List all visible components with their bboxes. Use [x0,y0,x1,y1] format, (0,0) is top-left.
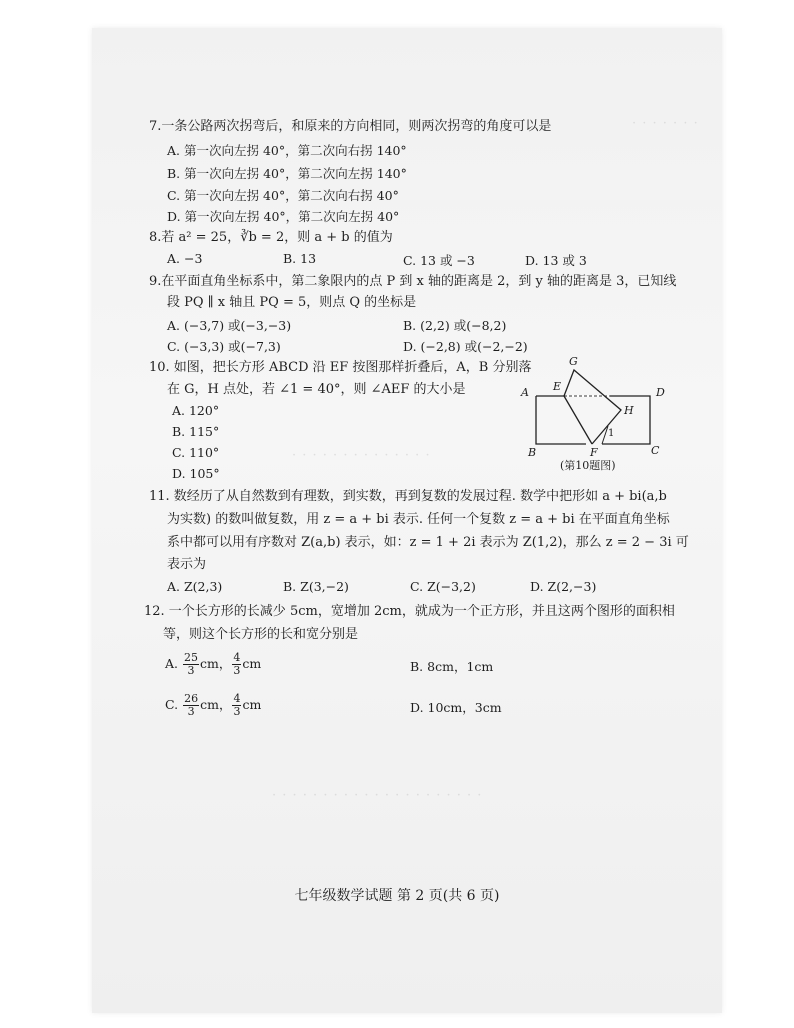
q7-option-d: D. 第一次向左拐 40°，第二次向左拐 40° [167,209,400,224]
q7-option-a: A. 第一次向左拐 40°，第二次向右拐 140° [167,143,407,158]
frac-denominator: 3 [233,664,241,677]
figure-label-c: C [651,444,660,457]
figure-label-d: D [656,386,665,399]
q11-stem-line2: 为实数) 的数叫做复数，用 z = a + bi 表示. 任何一个复数 z = a + bi 在平面直角坐标 [167,512,670,527]
frac-denominator: 3 [187,664,195,677]
figure-label-g: G [569,355,578,368]
q12-option-c-fraction-1 [183,693,199,718]
q9-stem-line2: 段 PQ ∥ x 轴且 PQ = 5，则点 Q 的坐标是 [167,295,417,310]
frac-denominator: 3 [187,705,195,718]
unit: cm [242,656,262,671]
figure-label-h: H [624,404,634,417]
q10-stem-line2: 在 G，H 点处，若 ∠1 = 40°，则 ∠AEF 的大小是 [167,382,466,397]
q8-option-d: D. 13 或 3 [525,253,587,268]
q9-stem-line1: 9.在平面直角坐标系中，第二象限内的点 P 到 x 轴的距离是 2，到 y 轴的距离是 3，已知线 [149,274,677,289]
q10-figure [518,352,668,472]
figure-label-angle-1: 1 [608,428,615,439]
q8-option-b: B. 13 [283,251,317,266]
q12-option-b: B. 8cm，1cm [410,659,494,674]
q11-option-a: A. Z(2,3) [167,579,223,594]
q7-option-c: C. 第一次向左拐 40°，第二次向右拐 40° [167,188,399,203]
q11-option-c: C. Z(−3,2) [410,579,476,594]
frac-denominator: 3 [233,705,241,718]
q10-option-a: A. 120° [172,403,220,418]
q12-option-a-fraction-1 [183,652,199,677]
q9-option-d: D. (−2,8) 或(−2,−2) [403,339,528,354]
bleed-through-text: · · · · · · · · · · · · · · [292,448,431,463]
figure-label-b: B [528,446,537,459]
q9-option-a: A. (−3,7) 或(−3,−3) [167,318,292,333]
q8-stem: 8.若 a² = 25，∛b = 2，则 a + b 的值为 [149,230,393,245]
q11-option-b: B. Z(3,−2) [283,579,349,594]
q11-option-d: D. Z(2,−3) [530,579,597,594]
q10-option-c: C. 110° [172,445,220,460]
q9-option-c: C. (−3,3) 或(−7,3) [167,339,281,354]
separator: ， [218,656,232,671]
q8-option-a: A. −3 [167,251,203,266]
separator: ， [218,697,232,712]
q12-option-d: D. 10cm，3cm [410,700,502,715]
bleed-through-text: · · · · · · · · · · · · · · · · · · · · · [272,788,483,803]
q12-option-c [165,693,261,718]
figure-label-f: F [590,446,598,459]
q12-option-a [165,652,261,677]
q7-option-b: B. 第一次向左拐 40°，第二次向左拐 140° [167,166,407,181]
q9-option-b: B. (2,2) 或(−8,2) [403,318,507,333]
q12-stem-line2: 等，则这个长方形的长和宽分别是 [163,627,359,642]
q8-option-c: C. 13 或 −3 [403,253,475,268]
q12-option-a-prefix: A. [165,656,179,671]
q11-stem-line1: 11. 数经历了从自然数到有理数，到实数，再到复数的发展过程. 数学中把形如 a + bi(a,b [149,489,667,504]
bleed-through-text: · · · · · · · [632,116,699,131]
q11-stem-line3: 系中都可以用有序数对 Z(a,b) 表示，如：z = 1 + 2i 表示为 Z(1,2)，那么 z = 2 − 3i 可 [167,535,689,550]
figure-label-e: E [553,380,562,393]
frac-numerator: 26 [184,692,199,705]
q12-option-a-fraction-2 [232,652,241,677]
figure-caption: (第10题图) [560,459,616,472]
page-footer: 七年级数学试题 第 2 页(共 6 页) [294,888,500,904]
q12-option-c-prefix: C. [165,697,179,712]
frac-numerator: 4 [233,651,241,664]
q12-option-c-fraction-2 [232,693,241,718]
q7-stem: 7.一条公路两次拐弯后，和原来的方向相同，则两次拐弯的角度可以是 [149,119,552,134]
q12-stem-line1: 12. 一个长方形的长减少 5cm，宽增加 2cm，就成为一个正方形，并且这两个图形的面积相 [144,604,675,619]
unit: cm [200,697,219,712]
figure-label-a: A [521,386,529,399]
q10-stem-line1: 10. 如图，把长方形 ABCD 沿 EF 按图那样折叠后，A，B 分别落 [149,360,532,375]
frac-numerator: 25 [184,651,198,664]
unit: cm [200,656,219,671]
unit: cm [242,697,262,712]
frac-numerator: 4 [233,692,241,705]
q10-option-b: B. 115° [172,424,220,439]
q10-option-d: D. 105° [172,466,220,481]
q11-stem-line4: 表示为 [167,557,207,572]
